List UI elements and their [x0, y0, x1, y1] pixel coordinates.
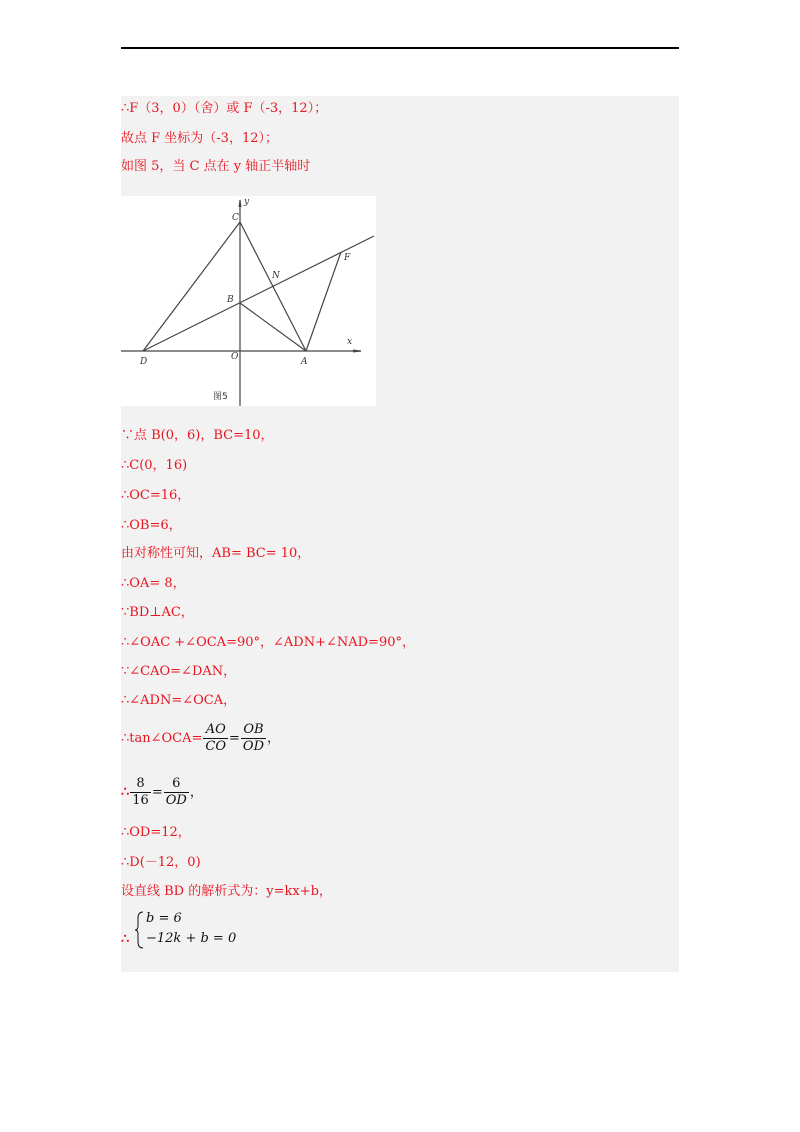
text-line: 故点 F 坐标为（-3，12）；	[121, 131, 278, 146]
text-line: ∴F（3，0）（舍）或 F（-3，12）；	[121, 101, 328, 116]
text-line: ∴∠ADN=∠OCA，	[121, 693, 237, 708]
equation-system	[121, 910, 251, 950]
tan-equation	[121, 722, 280, 755]
text-line: 由对称性可知，AB= BC= 10，	[121, 546, 311, 561]
equals-sign: =	[229, 731, 240, 746]
text-line: ∵点 B(0，6)，BC=10，	[121, 428, 274, 443]
label-d: D	[140, 357, 148, 367]
therefore-symbol: ∴	[121, 785, 130, 800]
text-line: ∵BD⊥AC，	[121, 605, 194, 620]
figure-svg	[121, 196, 376, 406]
fraction: $\frac{8}{16}$	[132, 776, 149, 808]
segment-dc	[143, 222, 240, 351]
text-line: ∴OC=16，	[121, 488, 191, 503]
fraction: $\frac{OB}{OD}$	[242, 722, 265, 754]
brace-icon	[135, 910, 145, 950]
ratio-equation	[121, 776, 203, 809]
label-y: y	[244, 197, 250, 207]
text-line: ∵∠CAO=∠DAN，	[121, 664, 237, 679]
text-line: ∴OB=6，	[121, 518, 182, 533]
text-line: ∴∠OAC +∠OCA=90°，∠ADN+∠NAD=90°，	[121, 635, 415, 650]
system-row-2: −12k + b = 0	[146, 931, 237, 946]
fraction: $\frac{6}{OD}$	[165, 776, 187, 808]
system-row-1: b = 6	[146, 911, 182, 926]
label-a: A	[301, 357, 308, 367]
text-line: 如图 5，当 C 点在 y 轴正半轴时	[121, 159, 311, 174]
label-o: O	[231, 352, 239, 362]
eq-suffix: ，	[267, 731, 281, 746]
label-x: x	[347, 337, 353, 347]
text-line: ∴OA= 8，	[121, 576, 186, 591]
eq-prefix: ∴tan∠OCA=	[121, 731, 203, 746]
figure-caption: 图5	[213, 392, 228, 402]
text-line: 设直线 BD 的解析式为：y=kx+b，	[121, 884, 332, 899]
equals-sign: =	[151, 785, 163, 800]
label-f: F	[344, 253, 351, 263]
therefore-symbol: ∴	[121, 932, 130, 947]
label-n: N	[272, 271, 280, 281]
label-b: B	[227, 295, 234, 305]
text-line: ∴OD=12，	[121, 825, 191, 840]
geometry-figure	[121, 196, 376, 406]
label-c: C	[232, 213, 239, 223]
eq-suffix: ，	[189, 785, 203, 800]
text-line: ∴D(－12，0)	[121, 855, 201, 870]
fraction: $\frac{AO}{CO}$	[205, 722, 227, 754]
text-line: ∴C(0，16)	[121, 458, 188, 473]
header-rule	[121, 47, 679, 49]
segment-ba	[240, 303, 306, 351]
line-db	[143, 236, 374, 351]
